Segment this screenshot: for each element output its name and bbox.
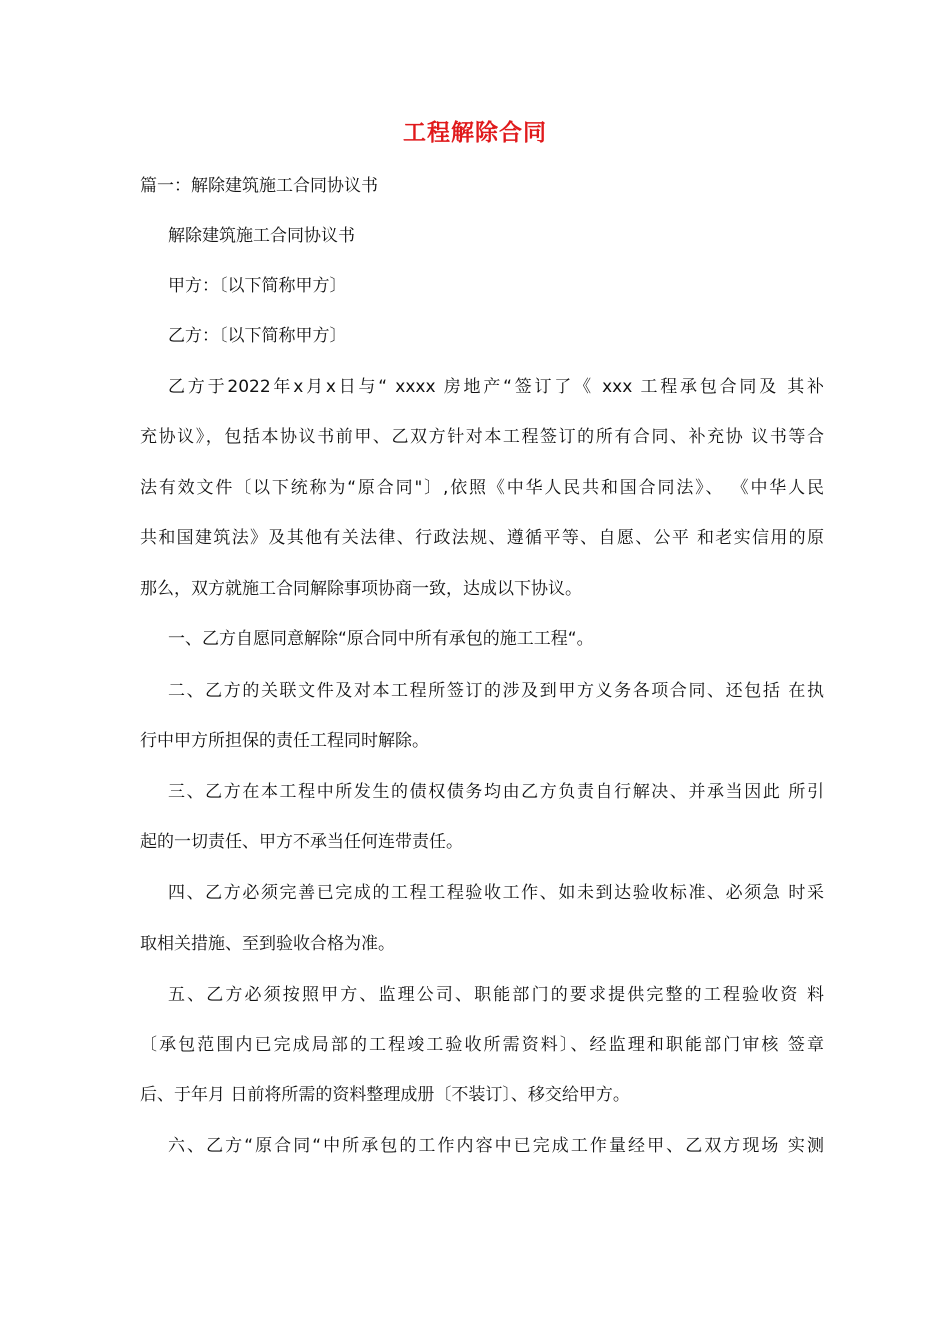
- section-heading: 篇一：解除建筑施工合同协议书: [140, 176, 378, 196]
- body-line: 充协议》，包括本协议书前甲、乙双方针对本工程签订的所有合同、补充协 议书等合: [140, 427, 824, 447]
- clause-5-line: 后、于年月 日前将所需的资料整理成册〔不装订〕、移交给甲方。: [140, 1085, 630, 1105]
- body-line: 那么，双方就施工合同解除事项协商一致，达成以下协议。: [140, 579, 582, 599]
- clause-5-line: 五、乙方必须按照甲方、监理公司、职能部门的要求提供完整的工程验收资 料: [168, 985, 824, 1005]
- body-line: 共和国建筑法》及其他有关法律、行政法规、遵循平等、自愿、公平 和老实信用的原: [140, 528, 824, 548]
- clause-5-line: 〔承包范围内已完成局部的工程竣工验收所需资料〕、经监理和职能部门审核 签章: [140, 1035, 824, 1055]
- party-b-line: 乙方：〔以下简称甲方〕: [168, 326, 347, 346]
- clause-2-line: 行中甲方所担保的责任工程同时解除。: [140, 731, 429, 751]
- clause-6-line: 六、乙方“原合同“中所承包的工作内容中已完成工作量经甲、乙双方现场 实测: [168, 1136, 824, 1156]
- clause-1-line: 一、乙方自愿同意解除“原合同中所有承包的施工工程“。: [168, 629, 594, 649]
- subtitle-line: 解除建筑施工合同协议书: [168, 226, 355, 246]
- body-line: 乙方于2022年x月x日与“ xxxx 房地产“签订了《 xxx 工程承包合同及 其补: [168, 377, 824, 397]
- clause-3-line: 起的一切责任、甲方不承当任何连带责任。: [140, 832, 463, 852]
- document-title: 工程解除合同: [403, 120, 547, 146]
- clause-2-line: 二、乙方的关联文件及对本工程所签订的涉及到甲方义务各项合同、还包括 在执: [168, 681, 824, 701]
- body-line: 法有效文件〔以下统称为“原合同"〕,依照《中华人民共和国合同法》、 《中华人民: [140, 478, 824, 498]
- clause-4-line: 四、乙方必须完善已完成的工程工程验收工作、如未到达验收标准、必须急 时采: [168, 883, 824, 903]
- clause-4-line: 取相关措施、至到验收合格为准。: [140, 934, 395, 954]
- clause-3-line: 三、乙方在本工程中所发生的债权债务均由乙方负责自行解决、并承当因此 所引: [168, 782, 824, 802]
- party-a-line: 甲方：〔以下简称甲方〕: [168, 276, 347, 296]
